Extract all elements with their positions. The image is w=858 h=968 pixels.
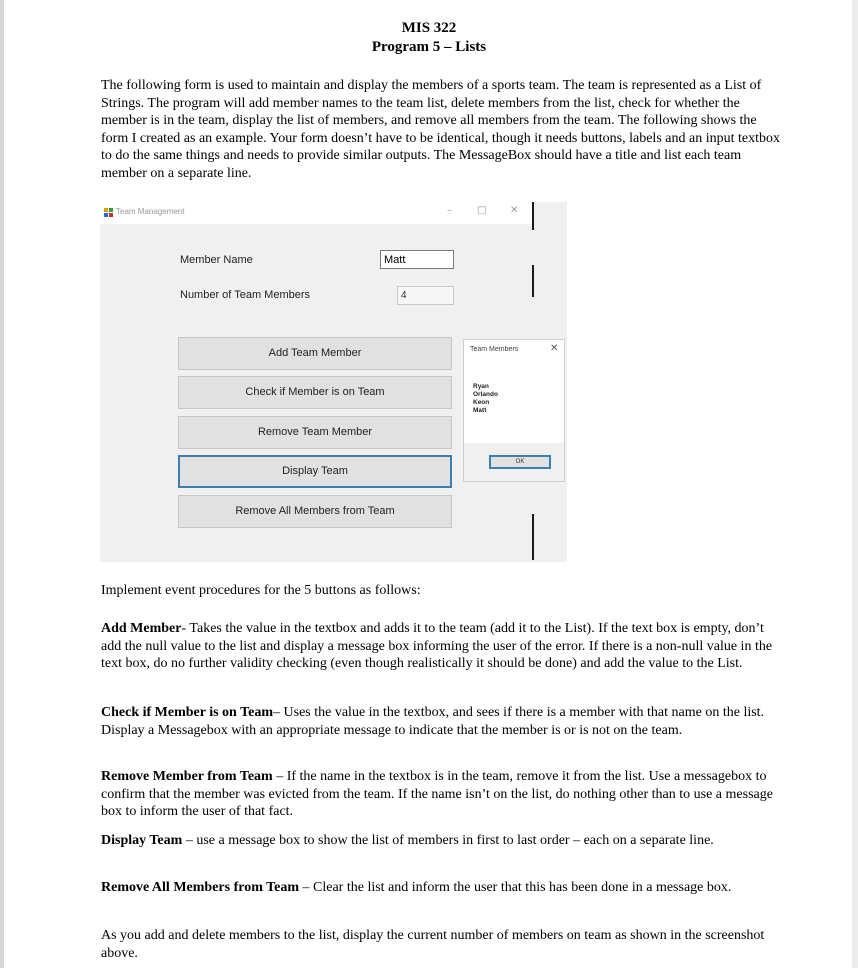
remove-all-members-button[interactable]: Remove All Members from Team: [178, 495, 452, 528]
section-remove-all: [101, 879, 781, 897]
window-edge: [532, 514, 534, 560]
messagebox-footer: [464, 443, 564, 481]
window-edge: [532, 265, 534, 297]
section-heading: Check if Member is on Team: [101, 705, 274, 720]
list-item: Ryan: [473, 383, 489, 390]
section-text: – use a message box to show the list of members in first to last order – each on a separate line.: [182, 833, 714, 848]
window-titlebar: [100, 202, 532, 224]
section-add-member: [101, 620, 781, 673]
section-check-member: [101, 704, 781, 739]
close-icon[interactable]: ✕: [510, 205, 519, 216]
window-edge: [532, 202, 534, 230]
section-heading: Remove All Members from Team: [101, 880, 300, 895]
team-count-label: Number of Team Members: [180, 289, 311, 301]
section-text: – If the name in the textbox is in the team, remove it from the list. Use a messagebox to confirm that the member was evicted from the team. If the name isn’t on the list, do nothing other than to use a message box to inform the user of that fact.: [101, 769, 773, 819]
implement-intro: Implement event procedures for the 5 buttons as follows:: [101, 583, 421, 598]
team-count-output: 4: [397, 286, 454, 305]
section-text: - Takes the value in the textbox and adds it to the team (add it to the List). If the text box is empty, don’t add the null value to the list and display a message box informing the user of the error. If there is a non-null value in the text box, do no further validity checking (even though realistically it should be done) and add the value to the List.: [101, 621, 773, 671]
page-left-edge: [0, 0, 4, 968]
member-name-input[interactable]: Matt: [380, 250, 454, 269]
section-heading: Remove Member from Team: [101, 769, 273, 784]
section-heading: Display Team: [101, 833, 183, 848]
intro-paragraph: The following form is used to maintain and display the members of a sports team. The team is represented as a List of Strings. The program will add member names to the team list, delete members from the list, check for whether the member is in the team, display the list of members, and remove all members from the team. The following shows the form I created as an example. Your form doesn’t have to be identical, though it needs buttons, labels and an input textbox to do the same things and needs to provide similar outputs. The MessageBox should have a title and list each team member on a separate line.: [101, 78, 780, 181]
section-text: – Clear the list and inform the user that this has been done in a message box.: [299, 880, 732, 895]
course-title: MIS 322: [401, 20, 457, 36]
app-icon: [104, 208, 113, 217]
window-title: Team Management: [116, 207, 185, 216]
maximize-icon[interactable]: □: [477, 205, 487, 216]
team-members-messagebox: [463, 339, 565, 482]
section-display-team: [101, 832, 781, 850]
closing-paragraph: As you add and delete members to the list, display the current number of members on team as shown in the screenshot above.: [101, 928, 765, 961]
messagebox-member-list: [473, 383, 498, 415]
list-item: Orlando: [473, 391, 498, 398]
check-member-button[interactable]: Check if Member is on Team: [178, 376, 452, 409]
page-right-edge: [852, 0, 858, 968]
remove-team-member-button[interactable]: Remove Team Member: [178, 416, 452, 449]
list-item: Matt: [473, 407, 487, 414]
display-team-button[interactable]: Display Team: [178, 455, 452, 488]
form-screenshot: [100, 202, 567, 562]
section-remove-member: [101, 768, 781, 821]
member-name-label: Member Name: [180, 254, 253, 266]
add-team-member-button[interactable]: Add Team Member: [178, 337, 452, 370]
section-text: – Uses the value in the textbox, and sees if there is a member with that name on the list. Display a Messagebox with an appropriate message to indicate that the member is or is not on the team.: [101, 705, 765, 738]
assignment-title: Program 5 – Lists: [371, 39, 487, 55]
messagebox-title: Team Members: [470, 346, 519, 353]
list-item: Keon: [473, 399, 490, 406]
minimize-icon[interactable]: –: [447, 205, 452, 216]
section-heading: Add Member: [101, 621, 182, 636]
messagebox-close-icon[interactable]: ✕: [550, 343, 559, 354]
ok-button[interactable]: OK: [489, 455, 551, 469]
